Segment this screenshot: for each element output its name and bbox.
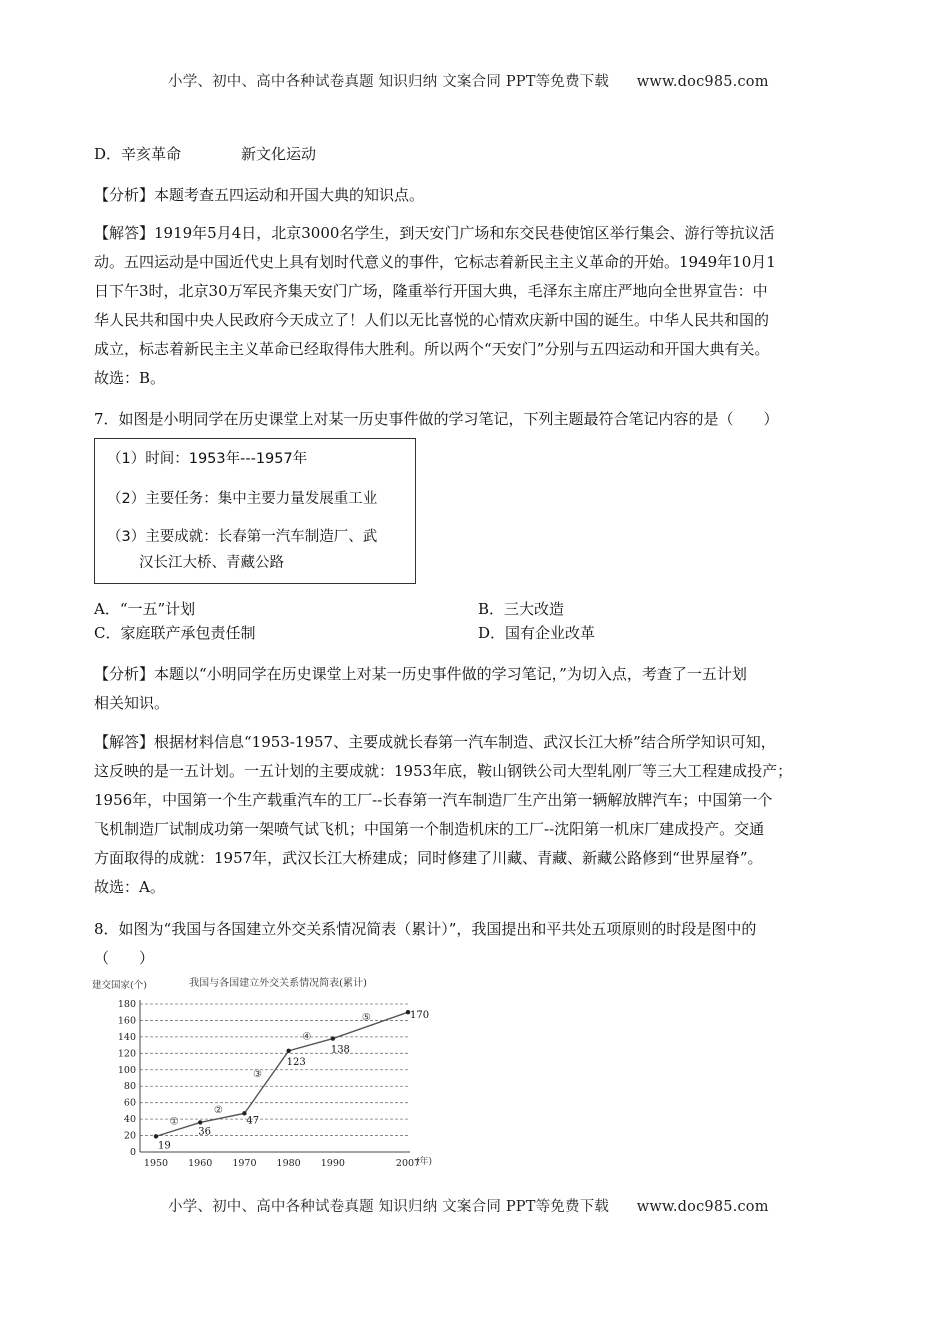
data-label: 123	[286, 1056, 306, 1068]
y-tick-label: 140	[117, 1031, 136, 1043]
x-tick-label: 1970	[232, 1158, 257, 1169]
q8-stem: 8．如图为“我国与各国建立外交关系情况简表（累计）”，我国提出和平共处五项原则的时段是图中的	[94, 920, 757, 938]
note-line-achievement-cont: 汉长江大桥、青藏公路	[139, 555, 284, 571]
q6-answer-line: 日下午3时，北京30万军民齐集天安门广场，隆重举行开国大典，毛泽东主席庄严地向全世界宣告：中	[94, 282, 768, 300]
data-point	[286, 1049, 290, 1053]
q7-answer-line: 这反映的是一五计划。一五计划的主要成就：1953年底，鞍山钢铁公司大型轧刚厂等三大工程建成投产；	[94, 762, 793, 780]
y-tick-label: 80	[123, 1081, 136, 1093]
x-tick-label: 1980	[276, 1158, 301, 1169]
y-tick-label: 0	[129, 1147, 136, 1158]
y-tick-label: 40	[123, 1114, 136, 1126]
q7-analysis	[94, 661, 747, 719]
x-axis-label: (年)	[416, 1157, 433, 1167]
q7-option-b[interactable]: B．三大改造	[478, 600, 565, 618]
q7-option-d[interactable]: D．国有企业改革	[478, 624, 596, 642]
note-line-task: （2）主要任务：集中主要力量发展重工业	[107, 491, 378, 507]
q6-answer-line: 华人民共和国中央人民政府今天成立了！人们以无比喜悦的心情欢庆新中国的诞生。中华人民共和国的	[94, 311, 770, 329]
q7-answer-line: 【解答】根据材料信息“1953-1957、主要成就长春第一汽车制造、武汉长江大桥”结合所学知识可知，	[94, 733, 776, 751]
q7-stem: 7．如图是小明同学在历史课堂上对某一历史事件做的学习笔记，下列主题最符合笔记内容的是（ ）	[94, 410, 779, 428]
q6-answer-line: 故选：B。	[94, 369, 166, 387]
page-footer	[168, 1195, 769, 1216]
q6-answer-line: 成立，标志着新民主主义革命已经取得伟大胜利。所以两个“天安门”分别与五四运动和开国大典有关。	[94, 340, 770, 358]
x-tick-label: 1960	[188, 1158, 213, 1169]
series-line	[156, 1012, 408, 1136]
note-line-time: （1）时间：1953年---1957年	[107, 451, 308, 467]
q7-option-c[interactable]: C．家庭联产承包责任制	[94, 624, 256, 642]
segment-marker: ④	[302, 1031, 312, 1043]
q7-analysis-line: 【分析】本题以“小明同学在历史课堂上对某一历史事件做的学习笔记，”为切入点，考查了一五计划	[94, 665, 747, 683]
q6-answer-line: 动。五四运动是中国近代史上具有划时代意义的事件，它标志着新民主主义革命的开始。1949年10月1	[94, 253, 776, 271]
q7-option-a[interactable]: A．“一五”计划	[94, 600, 196, 618]
data-label: 47	[246, 1115, 260, 1127]
q6-answer-line: 【解答】1919年5月4日，北京3000名学生，到天安门广场和东交民巷使馆区举行集会、游行等抗议活	[94, 224, 775, 242]
data-label: 19	[158, 1140, 171, 1152]
q7-answer-line: 故选：A。	[94, 878, 165, 896]
q7-analysis-line: 相关知识。	[94, 694, 170, 712]
y-tick-label: 100	[117, 1064, 136, 1076]
q7-answer-line: 飞机制造厂试制成功第一架喷气试飞机；中国第一个制造机床的工厂--沈阳第一机床厂建成投产。交通	[94, 820, 765, 838]
q6-option-d: D．辛亥革命 新文化运动	[94, 145, 317, 163]
header-url[interactable]: www.doc985.com	[636, 74, 769, 90]
data-point	[154, 1134, 158, 1138]
x-tick-label: 1990	[320, 1158, 345, 1169]
q6-answer	[94, 220, 776, 394]
x-tick-label: 2007	[395, 1158, 421, 1169]
y-tick-label: 60	[123, 1097, 136, 1109]
note-line-achievement: （3）主要成就：长春第一汽车制造厂、武	[107, 529, 378, 545]
segment-marker: ②	[213, 1104, 223, 1116]
footer-text: 小学、初中、高中各种试卷真题 知识归纳 文案合同 PPT等免费下载	[168, 1199, 610, 1215]
x-tick-label: 1950	[143, 1158, 169, 1169]
q7-answer-line: 1956年，中国第一个生产载重汽车的工厂--长春第一汽车制造厂生产出第一辆解放牌汽车；中国第一个	[94, 791, 773, 809]
segment-marker: ③	[253, 1069, 263, 1081]
data-point	[198, 1120, 202, 1124]
y-axis-label: 建交国家(个)	[92, 980, 147, 991]
q8-stem-paren: （ ）	[94, 949, 155, 967]
q6-analysis: 【分析】本题考查五四运动和开国大典的知识点。	[94, 186, 425, 204]
data-label: 170	[410, 1010, 430, 1022]
chart-title: 我国与各国建立外交关系情况简表(累计)	[189, 978, 367, 989]
page-header	[168, 70, 769, 91]
y-tick-label: 180	[117, 999, 136, 1010]
y-tick-label: 120	[117, 1048, 136, 1060]
footer-url[interactable]: www.doc985.com	[636, 1199, 769, 1215]
diplomatic-relations-chart	[90, 974, 433, 1174]
data-label: 36	[198, 1126, 211, 1138]
q7-answer-line: 方面取得的成就：1957年，武汉长江大桥建成；同时修建了川藏、青藏、新藏公路修到“世界屋脊”。	[94, 849, 763, 867]
header-text: 小学、初中、高中各种试卷真题 知识归纳 文案合同 PPT等免费下载	[168, 74, 610, 90]
y-tick-label: 160	[117, 1015, 136, 1027]
q7-answer	[94, 729, 792, 903]
q7-study-note	[94, 438, 416, 584]
segment-marker: ①	[169, 1116, 179, 1128]
y-tick-label: 20	[123, 1130, 136, 1142]
segment-marker: ⑤	[361, 1012, 371, 1024]
data-point	[331, 1036, 335, 1040]
data-label: 138	[330, 1044, 350, 1056]
